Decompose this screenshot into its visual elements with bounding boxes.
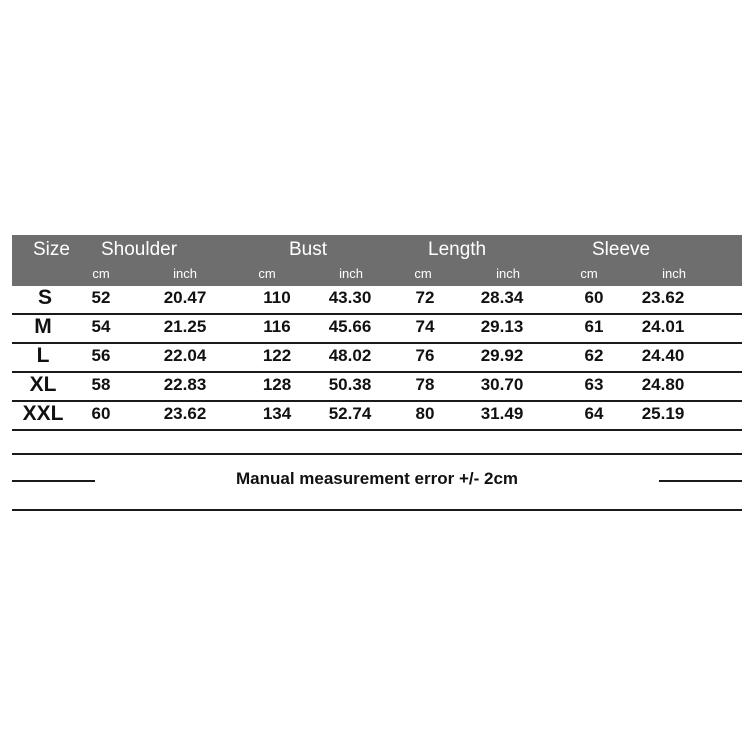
bust-cm-value: 110 [263, 288, 291, 307]
shoulder-inch-value: 22.83 [163, 375, 207, 394]
bust-inch-value: 48.02 [328, 346, 372, 365]
length-cm-value: 74 [415, 317, 435, 336]
size-chart-header [12, 235, 742, 286]
divider-line [12, 509, 742, 511]
size-label: XXL [22, 402, 64, 425]
bust-inch-unit: inch [339, 266, 363, 281]
length-cm-value: 76 [415, 346, 435, 365]
measurement-note: Manual measurement error +/- 2cm [235, 469, 519, 488]
length-header: Length [428, 239, 487, 260]
length-inch-value: 31.49 [480, 404, 524, 423]
sleeve-cm-value: 60 [584, 288, 604, 307]
bust-cm-value: 128 [262, 375, 292, 394]
table-row [12, 402, 742, 431]
sleeve-cm-value: 63 [584, 375, 604, 394]
shoulder-cm-value: 52 [91, 288, 111, 307]
shoulder-cm-value: 54 [91, 317, 111, 336]
length-inch-value: 29.92 [480, 346, 524, 365]
length-cm-value: 78 [415, 375, 435, 394]
table-row [12, 315, 742, 344]
length-cm-value: 80 [415, 404, 435, 423]
size-chart [12, 235, 742, 525]
size-column-header: Size [33, 239, 70, 260]
sleeve-inch-value: 24.80 [641, 375, 685, 394]
bust-inch-value: 50.38 [328, 375, 372, 394]
bust-cm-value: 134 [262, 404, 292, 423]
bust-cm-value: 116 [263, 317, 291, 336]
bust-header: Bust [289, 239, 328, 260]
sleeve-inch-value: 25.19 [641, 404, 685, 423]
size-label: M [34, 315, 52, 338]
length-cm-value: 72 [415, 288, 435, 307]
sleeve-inch-value: 24.01 [641, 317, 685, 336]
shoulder-inch-value: 23.62 [163, 404, 207, 423]
divider-line [12, 453, 742, 455]
length-inch-value: 29.13 [480, 317, 524, 336]
sleeve-cm-value: 62 [584, 346, 604, 365]
bust-cm-value: 122 [262, 346, 292, 365]
sleeve-inch-value: 24.40 [641, 346, 685, 365]
size-label: L [36, 344, 50, 367]
sleeve-header: Sleeve [592, 239, 651, 260]
table-row [12, 286, 742, 315]
length-inch-unit: inch [496, 266, 520, 281]
sleeve-inch-value: 23.62 [641, 288, 685, 307]
shoulder-cm-value: 58 [91, 375, 111, 394]
length-inch-value: 30.70 [480, 375, 524, 394]
bust-inch-value: 45.66 [328, 317, 372, 336]
shoulder-cm-value: 60 [91, 404, 111, 423]
table-row [12, 344, 742, 373]
shoulder-cm-value: 56 [91, 346, 111, 365]
shoulder-inch-value: 20.47 [163, 288, 207, 307]
length-cm-unit: cm [414, 266, 432, 281]
size-label: XL [29, 373, 57, 396]
length-inch-value: 28.34 [480, 288, 524, 307]
shoulder-inch-value: 22.04 [163, 346, 207, 365]
table-row [12, 373, 742, 402]
shoulder-inch-unit: inch [173, 266, 197, 281]
shoulder-inch-value: 21.25 [163, 317, 207, 336]
sleeve-inch-unit: inch [662, 266, 686, 281]
shoulder-cm-unit: cm [92, 266, 110, 281]
sleeve-cm-value: 64 [584, 404, 604, 423]
sleeve-cm-unit: cm [580, 266, 598, 281]
bust-cm-unit: cm [258, 266, 276, 281]
bust-inch-value: 52.74 [328, 404, 372, 423]
sleeve-cm-value: 61 [584, 317, 604, 336]
bust-inch-value: 43.30 [328, 288, 372, 307]
size-label: S [37, 286, 53, 309]
shoulder-header: Shoulder [101, 239, 178, 260]
